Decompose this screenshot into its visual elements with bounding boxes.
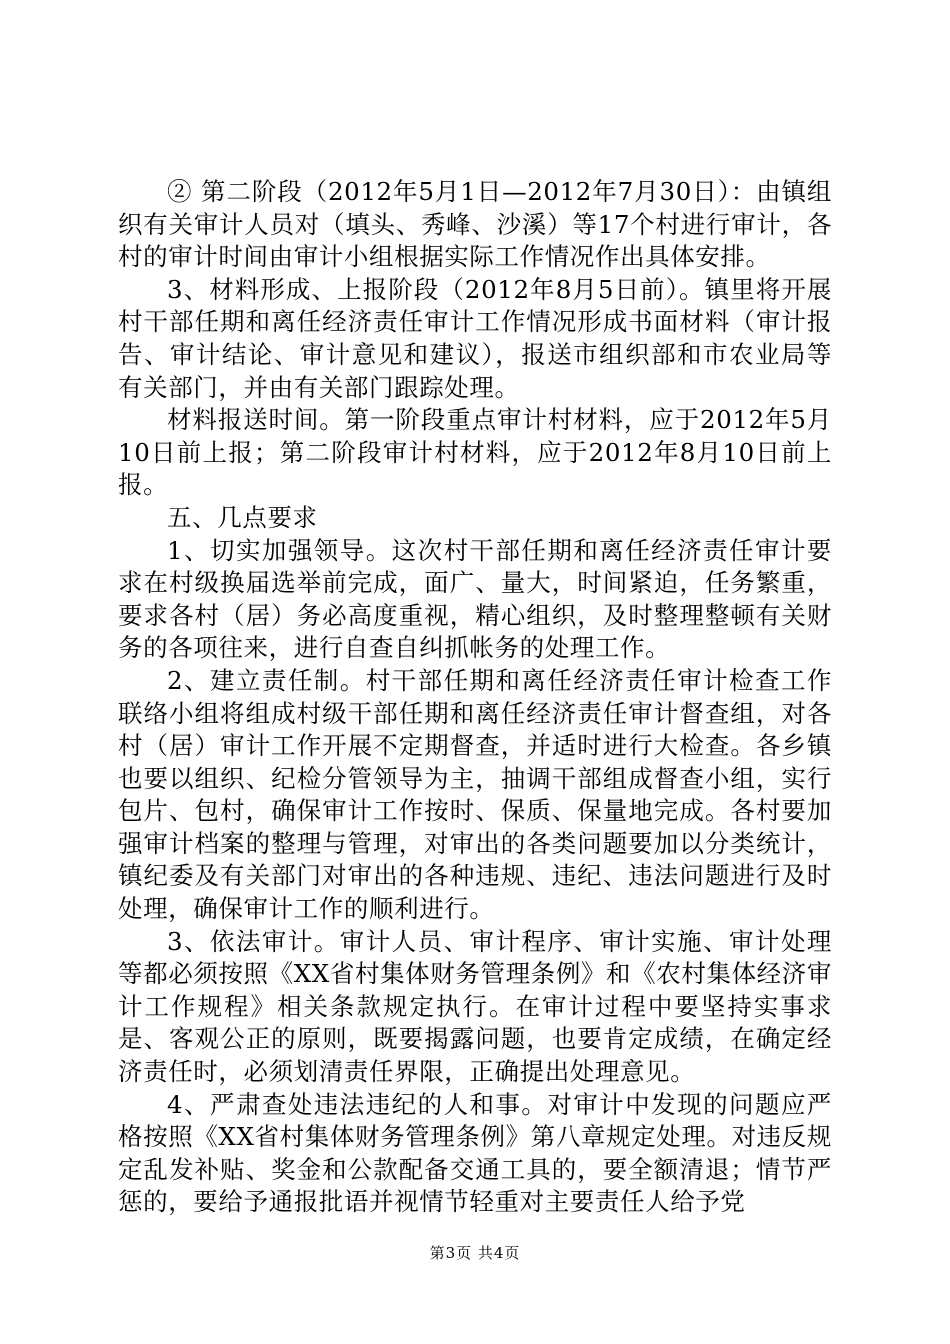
paragraph-submission-time: 材料报送时间。第一阶段重点审计村材料，应于2012年5月10日前上报；第二阶段审计村材料，应于2012年8月10日前上报。 (118, 405, 832, 500)
paragraph-strengthen-leadership: 1、切实加强领导。这次村干部任期和离任经济责任审计要求在村级换届选举前完成，面广、量大，时间紧迫，任务繁重，要求各村（居）务必高度重视，精心组织，及时整理整顿有关财务的各项往来，进行自查自纠抓帐务的处理工作。 (118, 535, 832, 663)
paragraph-strict-investigation: 4、严肃查处违法违纪的人和事。对审计中发现的问题应严格按照《XX省村集体财务管理条例》第八章规定处理。对违反规定乱发补贴、奖金和公款配备交通工具的，要全额清退；情节严惩的，要给予通报批语并视情节轻重对主要责任人给予党 (118, 1089, 832, 1217)
paragraph-responsibility-system: 2、建立责任制。村干部任期和离任经济责任审计检查工作联络小组将组成村级干部任期和离任经济责任审计督查组，对各村（居）审计工作开展不定期督查，并适时进行大检查。各乡镇也要以组织、纪检分管领导为主，抽调干部组成督查小组，实行包片、包村，确保审计工作按时、保质、保量地完成。各村要加强审计档案的整理与管理，对审出的各类问题要加以分类统计，镇纪委及有关部门对审出的各种违规、违纪、违法问题进行及时处理，确保审计工作的顺利进行。 (118, 665, 832, 924)
page-footer: 第3页 共4页 (429, 1244, 521, 1262)
paragraph-lawful-audit: 3、依法审计。审计人员、审计程序、审计实施、审计处理等都必须按照《XX省村集体财务管理条例》和《农村集体经济审计工作规程》相关条款规定执行。在审计过程中要坚持实事求是、客观公正的原则，既要揭露问题，也要肯定成绩，在确定经济责任时，必须划清责任界限，正确提出处理意见。 (118, 926, 832, 1087)
paragraph-stage-two: ② 第二阶段（2012年5月1日—2012年7月30日）：由镇组织有关审计人员对（填头、秀峰、沙溪）等17个村进行审计，各村的审计时间由审计小组根据实际工作情况作出具体安排。 (118, 177, 832, 272)
paragraph-material-reporting-stage: 3、材料形成、上报阶段（2012年8月5日前）。镇里将开展村干部任期和离任经济责任审计工作情况形成书面材料（审计报告、审计结论、审计意见和建议），报送市组织部和市农业局等有关部门，并由有关部门跟踪处理。 (118, 274, 832, 402)
section-heading-requirements: 五、几点要求 (167, 502, 318, 532)
document-body (118, 176, 832, 1219)
